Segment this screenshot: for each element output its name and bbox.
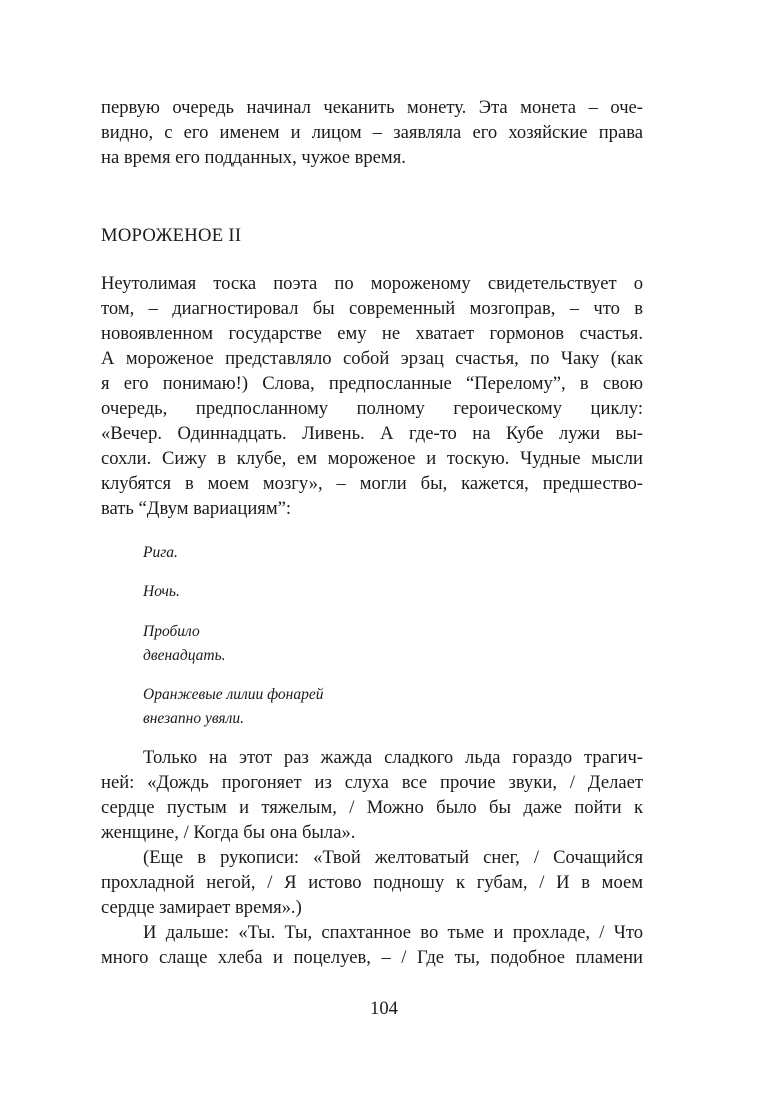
page-number: 104 (370, 998, 398, 1019)
text-line: Неутолимая тоска поэта по мороженому свидетельствует о (101, 273, 643, 294)
poem-stanza (143, 683, 323, 731)
text-line: вать “Двум вариациям”: (101, 498, 292, 519)
text-line: (Еще в рукописи: «Твой желтоватый снег, / Сочащийся (143, 847, 643, 868)
section-heading: МОРОЖЕНОЕ II (101, 225, 242, 246)
text-line: И дальше: «Ты. Ты, спахтанное во тьме и прохладе, / Что (143, 922, 643, 943)
text-line: на время его подданных, чужое время. (101, 147, 406, 168)
text-line: много слаще хлеба и поцелуев, – / Где ты, подобное пламени (101, 947, 643, 968)
text-line: ней: «Дождь прогоняет из слуха все прочие звуки, / Делает (101, 772, 643, 793)
poem-stanza (143, 620, 226, 668)
text-line: том, – диагностировал бы современный мозгоправ, – что в (101, 298, 643, 319)
poem-line: двенадцать. (143, 647, 226, 664)
poem-line: Ночь. (143, 583, 180, 600)
poem-stanza (143, 541, 178, 565)
paragraph-main (101, 271, 643, 521)
text-line: очередь, предпосланному полному героическому циклу: (101, 398, 643, 419)
text-line: я его понимаю!) Слова, предпосланные “Перелому”, в свою (101, 373, 643, 394)
poem-stanza (143, 580, 180, 604)
poem-line: Пробило (143, 623, 200, 640)
text-line: первую очередь начинал чеканить монету. Эта монета – оче- (101, 97, 643, 118)
text-line: «Вечер. Одиннадцать. Ливень. А где-то на Кубе лужи вы- (101, 423, 643, 444)
text-line: Только на этот раз жажда сладкого льда гораздо трагич- (143, 747, 643, 768)
text-line: видно, с его именем и лицом – заявляла его хозяйские права (101, 122, 643, 143)
paragraph-after-poem (101, 745, 643, 970)
poem-line: внезапно увяли. (143, 710, 244, 727)
text-line: новоявленном государстве ему не хватает гормонов счастья. (101, 323, 643, 344)
text-line: клубятся в моем мозгу», – могли бы, кажется, предшество- (101, 473, 643, 494)
text-line: сердце замирает время».) (101, 897, 302, 918)
poem-line: Рига. (143, 544, 178, 561)
text-line: сохли. Сижу в клубе, ем мороженое и тоскую. Чудные мысли (101, 448, 643, 469)
text-line: женщине, / Когда бы она была». (101, 822, 356, 843)
text-line: прохладной негой, / Я истово подношу к губам, / И в моем (101, 872, 643, 893)
poem-line: Оранжевые лилии фонарей (143, 686, 324, 703)
text-line: сердце пустым и тяжелым, / Можно было бы даже пойти к (101, 797, 643, 818)
text-line: А мороженое представляло собой эрзац счастья, по Чаку (как (101, 348, 643, 369)
paragraph-continued (101, 95, 643, 170)
